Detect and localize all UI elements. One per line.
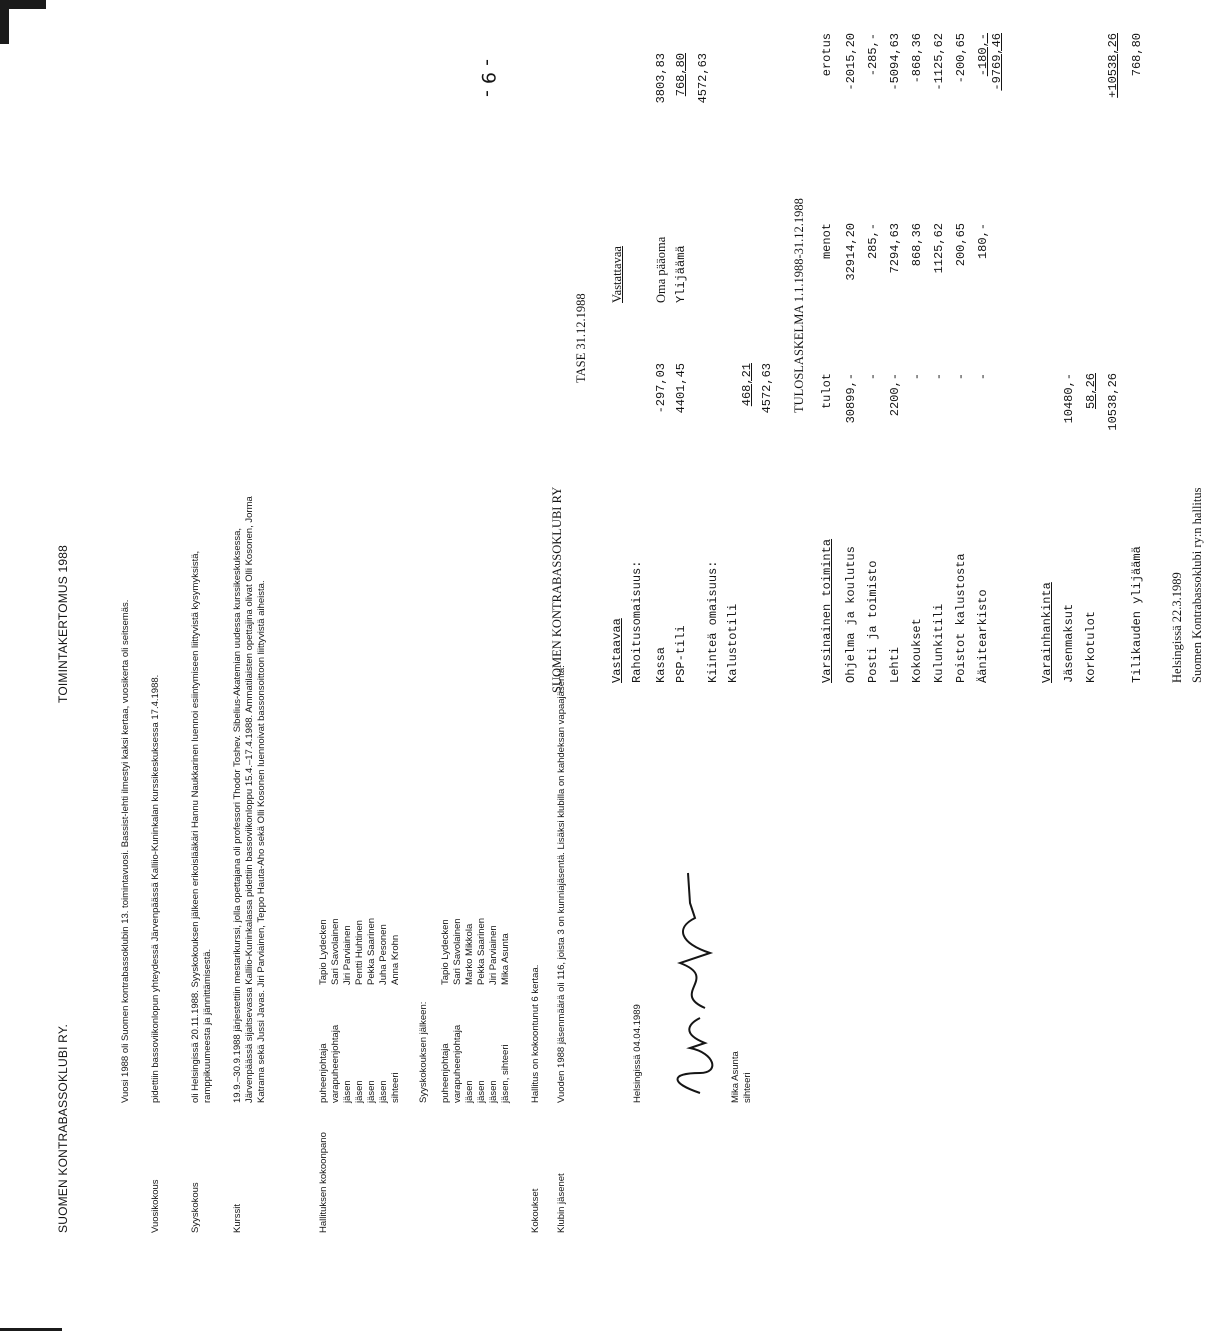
membership-fees-value: 10480,- — [1062, 373, 1076, 424]
psp-label: PSP-tili — [674, 625, 688, 683]
operation-income: - — [866, 373, 880, 381]
operation-difference: -2015,20 — [844, 33, 858, 91]
fixed-assets-label: Kiinteä omaisuus: — [706, 560, 720, 683]
balance-title: TASE 31.12.1988 — [574, 293, 588, 383]
report-org-header: SUOMEN KONTRABASSOKLUBI RY. — [56, 1023, 70, 1233]
report-intro: Vuosi 1988 oli Suomen kontrabassoklubin 13. toimintavuosi. Bassist-lehti ilmestyi kaksi kertaa, vuosikerta oli seitsemäs. — [120, 599, 131, 1103]
roster-row: varapuheenjohtajaSari Savolainen — [330, 918, 341, 1103]
board-roster-after — [440, 918, 512, 1103]
operation-label: Äänitearkisto — [976, 589, 990, 683]
section-label: Kokoukset — [530, 1188, 541, 1233]
operation-difference: -200,65 — [954, 33, 968, 84]
roster-row: jäsenMarko Mikkola — [464, 923, 475, 1103]
roster-row: varapuheenjohtajaSari Savolainen — [452, 918, 463, 1103]
section-text: Vuoden 1988 jäsenmäärä oli 116, joista 3 on kunniajäsentä. Lisäksi klubilla on kahdeksan vapaajäsentä. — [556, 665, 567, 1103]
operation-difference: -180,- — [976, 33, 990, 77]
cash-label: Kassa — [654, 646, 668, 683]
operation-expense: 1125,62 — [932, 223, 946, 274]
funding-title: Varainhankinta — [1040, 582, 1054, 683]
operation-label: Kulunkitili — [932, 603, 946, 683]
equity-value: 3803,83 — [654, 53, 668, 104]
liabilities-total: 4572,63 — [696, 53, 710, 104]
operation-difference: -5094,63 — [888, 33, 902, 91]
board-after-title: Syyskokouksen jälkeen: — [418, 1001, 429, 1103]
period-surplus-label: Tilikauden ylijäämä — [1130, 546, 1144, 683]
section-label: Syyskokous — [190, 1182, 201, 1233]
section-label: Hallituksen kokoonpano — [318, 1132, 329, 1233]
liabilities-title: Vastattavaa — [610, 246, 624, 303]
section-label: Kurssit — [232, 1203, 243, 1233]
roster-row: sihteeriAnna Krohn — [390, 934, 401, 1103]
board-roster-before — [318, 918, 402, 1103]
roster-row: jäsenPekka Saarinen — [476, 917, 487, 1103]
operation-label: Kokoukset — [910, 618, 924, 683]
operation-income: - — [976, 373, 990, 381]
assets-title: Vastaavaa — [610, 618, 624, 683]
membership-fees-label: Jäsenmaksut — [1062, 603, 1076, 683]
operation-income: - — [910, 373, 924, 381]
operation-label: Poistot kalustosta — [954, 553, 968, 683]
operation-label: Posti ja toimisto — [866, 560, 880, 683]
operation-expense: 32914,20 — [844, 223, 858, 281]
assets-total: 4572,63 — [760, 363, 774, 414]
report-place-date: Helsingissä 04.04.1989 — [632, 1004, 643, 1103]
operation-expense: 7294,63 — [888, 223, 902, 274]
roster-row: puheenjohtajaTapio Lydecken — [440, 919, 451, 1103]
psp-value: 4401,45 — [674, 363, 688, 414]
roster-row: jäsenPentti Huhtinen — [354, 920, 365, 1103]
financial-statement-page — [530, 0, 1204, 1343]
operations-total: -9769,46 — [990, 33, 1004, 91]
section-text: oli Helsingissä 20.11.1988. Syyskokouksen jälkeen erikoislääkäri Hannu Naukkarinen luennoi esiintymiseen liittyvistä kysymyksistä, ramppikuumeesta ja jännittämisestä. — [190, 550, 213, 1103]
statement-signers: Suomen Kontrabassoklubi ry:n hallitus — [1190, 487, 1204, 683]
section-text: 19.9.–30.9.1988 järjestettiin mestarikurssi, jolla opettajana oli professori Thodor Toshev. Sibelius-Akatemian uudessa kurssikeskuksessa, Järvenpäässä sijaitsevassa Kalliio-Kuninkalassa pidettiin bassoviikonloppu 15.4.–17.4.1988. Ammatilaisten opettajina olivat Olli Kosonen, Jorma Katrama sekä Jussi Javas. Jiri Parviainen, Teppo Hauta-Aho sekä Olli Kosonen luennoivat bassonsoittoon liittyvistä aiheista. — [232, 496, 267, 1103]
period-surplus-value: 768,80 — [1130, 33, 1144, 77]
page-number: - 9 - — [477, 59, 499, 97]
interest-value: 58,26 — [1084, 373, 1098, 410]
operation-label: Lehti — [888, 646, 902, 683]
surplus-label: Ylijäämä — [674, 245, 688, 303]
surplus-value: 768,80 — [674, 53, 688, 97]
cash-value: -297,03 — [654, 363, 668, 414]
operation-income: 2200,- — [888, 373, 902, 417]
furniture-value: 468,21 — [740, 363, 754, 407]
signer-title: sihteeri — [742, 1072, 753, 1103]
operation-expense: 285,- — [866, 223, 880, 260]
operations-title: Varsinainen toiminta — [820, 538, 834, 683]
col-menot: menot — [820, 223, 834, 260]
operation-difference: -285,- — [866, 33, 880, 77]
funding-total: 10538,26 — [1106, 373, 1120, 431]
operation-income: - — [954, 373, 968, 381]
operation-expense: 868,36 — [910, 223, 924, 267]
signer-name: Mika Asunta — [730, 1051, 741, 1103]
interest-label: Korkotulot — [1084, 610, 1098, 683]
col-tulot: tulot — [820, 373, 834, 410]
section-text: Hallitus on kokoontunut 6 kertaa. — [530, 964, 541, 1103]
operation-difference: -1125,62 — [932, 33, 946, 91]
roster-row: jäsen, sihteeriMika Asunta — [500, 933, 511, 1103]
roster-row: jäsenPekka Saarinen — [366, 917, 377, 1103]
operation-difference: -868,36 — [910, 33, 924, 84]
section-label: Klubin jäsenet — [556, 1173, 567, 1233]
furniture-label: Kalustotili — [726, 603, 740, 683]
financial-assets-label: Rahoitusomaisuus: — [630, 560, 644, 683]
operation-expense: 180,- — [976, 223, 990, 260]
col-erotus: erotus — [820, 33, 834, 77]
section-text: pidettiin bassoviikonlopun yhteydessä Järvenpäässä Kalliio-Kuninkalan kurssikeskuksessa 17.4.1988. — [150, 674, 161, 1103]
roster-row: puheenjohtajaTapio Lydecken — [318, 919, 329, 1103]
operation-income: - — [932, 373, 946, 381]
roster-row: jäsenJiri Parviainen — [342, 925, 353, 1103]
roster-row: jäsenJiri Parviainen — [488, 925, 499, 1103]
equity-label: Oma pääoma — [654, 236, 668, 303]
operation-label: Ohjelma ja koulutus — [844, 546, 858, 683]
operation-income: 30899,- — [844, 373, 858, 424]
roster-row: jäsenJuha Pesonen — [378, 924, 389, 1103]
section-label: Vuosikokous — [150, 1179, 161, 1233]
statement-place-date: Helsingissä 22.3.1989 — [1170, 572, 1184, 683]
income-statement-title: TULOSLASKELMA 1.1.1988-31.12.1988 — [792, 198, 806, 413]
funding-diff: +10538,26 — [1106, 33, 1120, 98]
operation-expense: 200,65 — [954, 223, 968, 267]
statement-org: SUOMEN KONTRABASSOKLUBI RY — [550, 486, 564, 693]
report-title-header: TOIMINTAKERTOMUS 1988 — [56, 544, 70, 703]
